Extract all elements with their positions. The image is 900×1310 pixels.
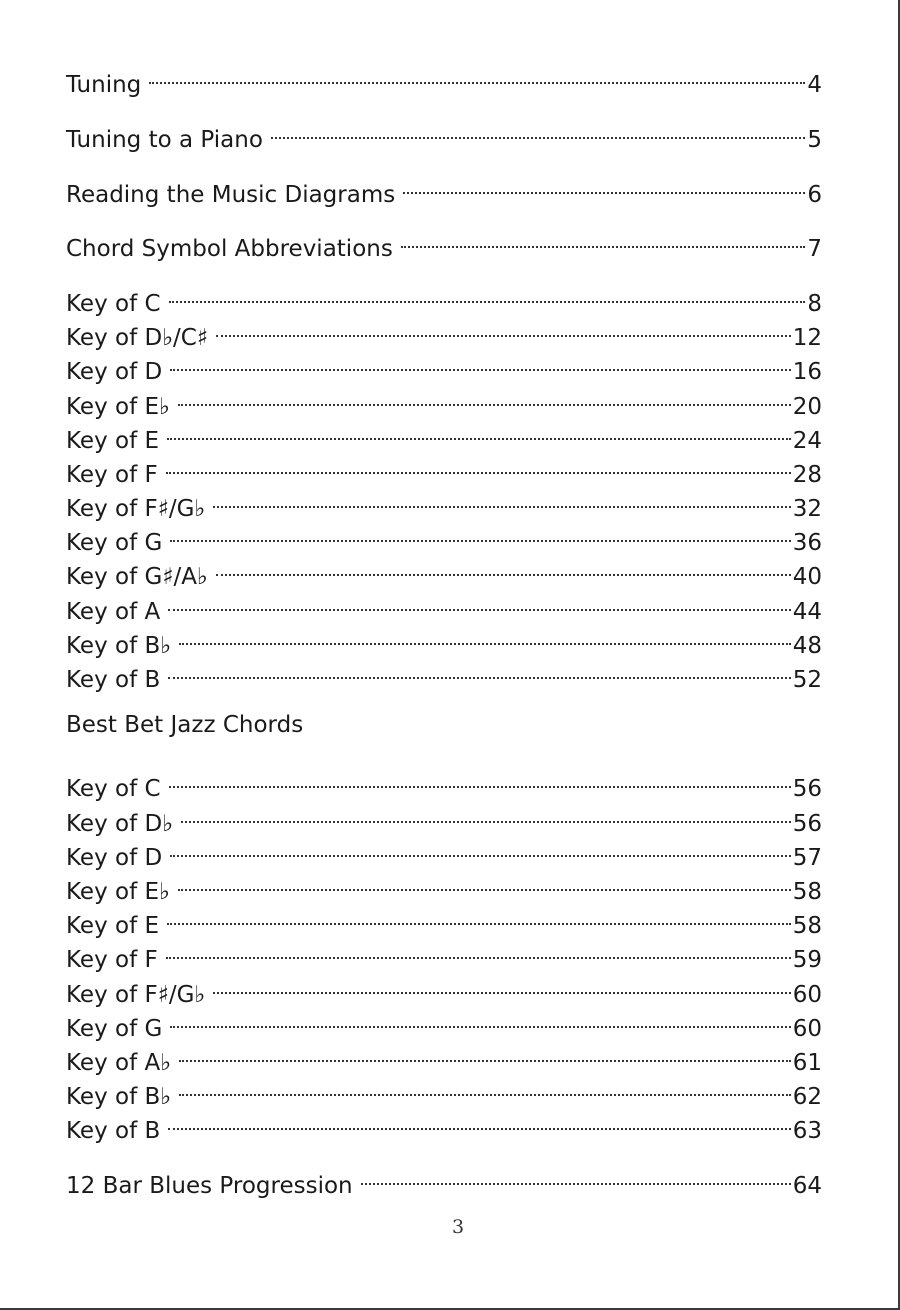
toc-entry-title: Reading the Music Diagrams xyxy=(66,181,396,208)
toc-entry[interactable] xyxy=(66,1104,822,1145)
dot-leader xyxy=(271,113,805,147)
toc-entry-title: Key of G♯/A♭ xyxy=(66,564,208,591)
toc-entry-title: Key of E♭ xyxy=(66,393,170,420)
toc-entry[interactable] xyxy=(66,414,822,454)
toc-entry-title: Key of A xyxy=(66,598,161,625)
toc-entry-title: Key of D xyxy=(66,844,163,871)
toc-entry-page: 61 xyxy=(792,1049,822,1076)
toc-entry-page: 58 xyxy=(792,913,822,940)
dot-leader xyxy=(178,865,791,899)
toc-entry[interactable] xyxy=(66,550,822,591)
dot-leader xyxy=(178,379,791,413)
toc-entry-title: Key of B xyxy=(66,1118,161,1145)
dot-leader xyxy=(181,796,791,830)
dot-leader xyxy=(361,1159,791,1193)
toc-entry[interactable] xyxy=(66,584,822,625)
toc-entry[interactable] xyxy=(66,619,822,659)
toc-entry[interactable] xyxy=(66,1159,822,1199)
toc-entry-title: Key of F xyxy=(66,947,158,974)
toc-entry-page: 16 xyxy=(792,359,822,386)
dot-leader xyxy=(179,1036,791,1070)
toc-entry[interactable] xyxy=(66,222,822,263)
dot-leader xyxy=(403,167,805,201)
dot-leader xyxy=(170,345,791,379)
toc-entry-page: 60 xyxy=(792,1015,822,1042)
table-of-contents xyxy=(66,58,822,1199)
toc-entry[interactable] xyxy=(66,1002,822,1042)
dot-leader xyxy=(167,414,791,448)
toc-entry-page: 64 xyxy=(792,1172,822,1199)
toc-entry[interactable] xyxy=(66,448,822,488)
toc-entry-page: 56 xyxy=(792,776,822,803)
toc-entry-title: Key of G xyxy=(66,530,163,557)
toc-entry[interactable] xyxy=(66,899,822,940)
toc-entry-title: Key of F xyxy=(66,461,158,488)
dot-leader xyxy=(401,222,806,256)
toc-entry[interactable] xyxy=(66,933,822,974)
toc-entry-title: Tuning to a Piano xyxy=(66,126,263,153)
toc-entry-title: Key of C xyxy=(66,776,161,803)
toc-entry-title: Tuning xyxy=(66,72,142,99)
toc-entry[interactable] xyxy=(66,482,822,523)
dot-leader xyxy=(169,277,806,311)
toc-entry-page: 58 xyxy=(792,878,822,905)
dot-leader xyxy=(213,967,790,1001)
toc-entry-page: 20 xyxy=(792,393,822,420)
dot-leader xyxy=(179,1070,791,1104)
toc-entry[interactable] xyxy=(66,167,822,208)
dot-leader xyxy=(149,58,805,92)
dot-leader xyxy=(168,653,790,687)
toc-entry[interactable] xyxy=(66,345,822,386)
toc-entry-page: 40 xyxy=(792,564,822,591)
toc-entry[interactable] xyxy=(66,762,822,803)
toc-entry-title: Chord Symbol Abbreviations xyxy=(66,236,393,263)
toc-entry-title: Key of D♭ xyxy=(66,810,174,837)
toc-entry-page: 56 xyxy=(792,810,822,837)
toc-entry-page: 62 xyxy=(792,1084,822,1111)
toc-entry[interactable] xyxy=(66,831,822,871)
dot-leader xyxy=(216,311,791,345)
toc-entry[interactable] xyxy=(66,379,822,420)
toc-entry-page: 63 xyxy=(792,1118,822,1145)
toc-entry-title: Key of E xyxy=(66,913,160,940)
dot-leader xyxy=(170,1002,790,1036)
toc-entry-page: 36 xyxy=(792,530,822,557)
toc-entry[interactable] xyxy=(66,796,822,837)
toc-entry-title: Key of B xyxy=(66,667,161,693)
toc-entry[interactable] xyxy=(66,277,822,317)
toc-entry[interactable] xyxy=(66,967,822,1008)
toc-entry-page: 32 xyxy=(792,496,822,523)
dot-leader xyxy=(213,482,790,516)
toc-entry-page: 6 xyxy=(807,181,822,208)
toc-entry-title: Key of D xyxy=(66,359,163,386)
page-number: 3 xyxy=(451,1216,465,1238)
toc-entry-title: Key of A♭ xyxy=(66,1049,172,1076)
toc-entry-title: Key of B♭ xyxy=(66,1084,172,1111)
toc-entry-title: Key of F♯/G♭ xyxy=(66,981,206,1008)
dot-leader xyxy=(166,933,791,967)
toc-entry[interactable] xyxy=(66,653,822,693)
toc-entry-page: 4 xyxy=(807,72,822,99)
toc-entry-page: 24 xyxy=(792,427,822,454)
dot-leader xyxy=(168,1104,790,1138)
toc-entry[interactable] xyxy=(66,865,822,905)
dot-leader xyxy=(179,619,791,653)
toc-entry-title: Key of C xyxy=(66,290,161,317)
toc-entry-page: 52 xyxy=(792,667,822,693)
toc-entry-title: 12 Bar Blues Progression xyxy=(66,1172,353,1199)
toc-entry-page: 5 xyxy=(807,126,822,153)
toc-entry-page: 7 xyxy=(807,236,822,263)
toc-entry-page: 28 xyxy=(792,461,822,488)
toc-entry-page: 57 xyxy=(792,844,822,871)
toc-entry[interactable] xyxy=(66,58,822,99)
toc-entry[interactable] xyxy=(66,1070,822,1111)
toc-entry-page: 48 xyxy=(792,632,822,659)
dot-leader xyxy=(170,831,791,865)
dot-leader xyxy=(167,899,791,933)
dot-leader xyxy=(170,516,790,550)
toc-entry[interactable] xyxy=(66,1036,822,1076)
toc-entry-page: 8 xyxy=(807,290,822,317)
dot-leader xyxy=(168,584,790,618)
toc-entry-page: 59 xyxy=(792,947,822,974)
toc-entry-title: Key of G xyxy=(66,1015,163,1042)
toc-entry[interactable] xyxy=(66,113,822,153)
toc-entry-title: Key of E xyxy=(66,427,160,454)
dot-leader xyxy=(169,762,791,796)
toc-entry-page: 60 xyxy=(792,981,822,1008)
dot-leader xyxy=(216,550,791,584)
toc-entry-page: 44 xyxy=(792,598,822,625)
toc-entry-title: Key of B♭ xyxy=(66,632,172,659)
section-heading-jazz: Best Bet Jazz Chords xyxy=(66,711,304,738)
toc-entry-page: 12 xyxy=(792,325,822,352)
toc-entry[interactable] xyxy=(66,516,822,557)
dot-leader xyxy=(166,448,791,482)
toc-entry-title: Key of F♯/G♭ xyxy=(66,496,206,523)
toc-entry-title: Key of E♭ xyxy=(66,878,170,905)
toc-entry-title: Key of D♭/C♯ xyxy=(66,325,208,352)
toc-entry[interactable] xyxy=(66,311,822,352)
